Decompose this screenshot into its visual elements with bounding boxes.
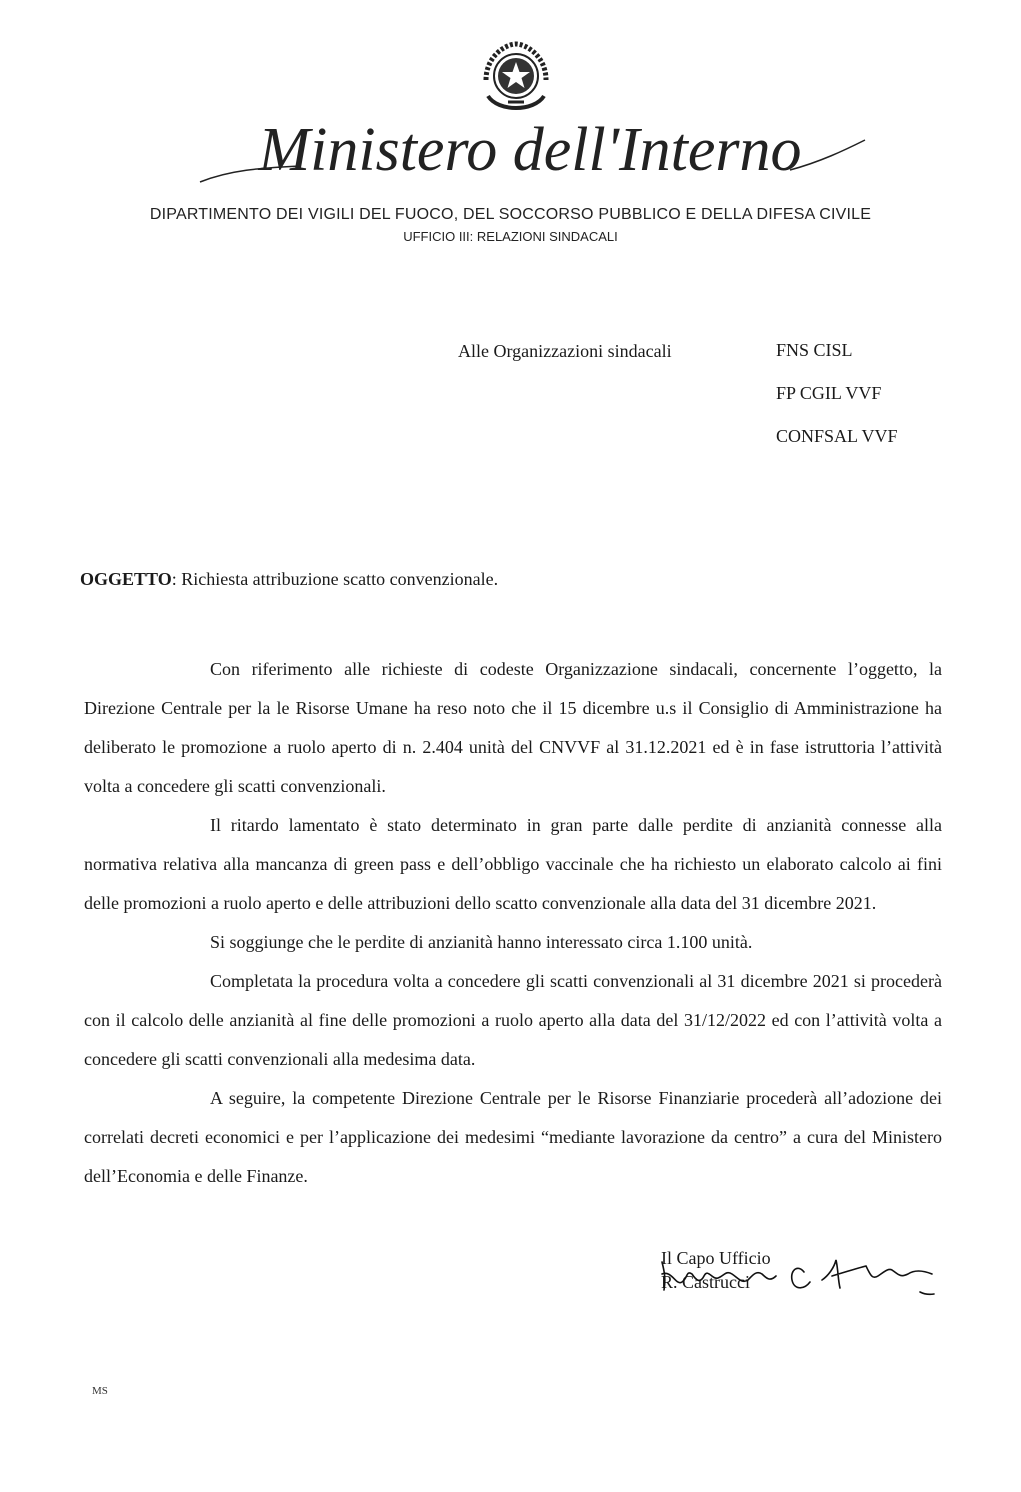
signature-name: R. Castrucci: [661, 1272, 750, 1292]
body-paragraph: Completata la procedura volta a concedere gli scatti convenzionali al 31 dicembre 2021 si procederà con il calcolo delle anzianità al fine delle promozioni a ruolo aperto alla data del 31/12/2022 ed con l’attività volta a concedere gli scatti convenzionali alla medesima data.: [84, 971, 942, 1069]
ministry-name-logo: [190, 110, 870, 190]
recipients-list: [776, 339, 898, 468]
office-heading: UFFICIO III: RELAZIONI SINDACALI: [403, 229, 618, 244]
recipient-item: CONFSAL VVF: [776, 426, 898, 446]
italian-republic-emblem-icon: [476, 36, 556, 120]
department-heading: DIPARTIMENTO DEI VIGILI DEL FUOCO, DEL SOCCORSO PUBBLICO E DELLA DIFESA CIVILE: [149, 206, 872, 223]
body-paragraph: Si soggiunge che le perdite di anzianità hanno interessato circa 1.100 unità.: [210, 932, 753, 952]
letter-body: [84, 650, 942, 1196]
subject-line: [80, 569, 498, 590]
subject-text: : Richiesta attribuzione scatto convenzionale.: [171, 569, 499, 589]
body-paragraph: A seguire, la competente Direzione Centrale per le Risorse Finanziarie procederà all’adozione dei correlati decreti economici e per l’applicazione dei medesimi “mediante lavorazione da centro” a cura del Ministero dell’Economia e delle Finanze.: [84, 1088, 942, 1186]
author-initials: MS: [92, 1385, 108, 1397]
recipients-label: Alle Organizzazioni sindacali: [458, 341, 672, 361]
signature-title: Il Capo Ufficio: [661, 1248, 771, 1268]
subject-key: OGGETTO: [80, 569, 172, 589]
body-paragraph: Con riferimento alle richieste di codeste Organizzazione sindacali, concernente l’oggetto, la Direzione Centrale per la le Risorse Umane ha reso noto che il 15 dicembre u.s il Consiglio di Amministrazione ha deliberato le promozione a ruolo aperto di n. 2.404 unità del CNVVF al 31.12.2021 ed è in fase istruttoria l’attività volta a concedere gli scatti convenzionali.: [84, 659, 942, 796]
svg-text:Ministero dell'Interno: Ministero dell'Interno: [258, 116, 802, 184]
body-paragraph: Il ritardo lamentato è stato determinato in gran parte dalle perdite di anzianità connesse alla normativa relativa alla mancanza di green pass e dell’obbligo vaccinale che ha richiesto un elaborato calcolo ai fini delle promozioni a ruolo aperto e delle attribuzioni dello scatto convenzionale alla data del 31 dicembre 2021.: [84, 815, 942, 913]
recipient-item: FNS CISL: [776, 340, 853, 360]
handwritten-signature: [652, 1240, 952, 1310]
recipient-item: FP CGIL VVF: [776, 383, 882, 403]
